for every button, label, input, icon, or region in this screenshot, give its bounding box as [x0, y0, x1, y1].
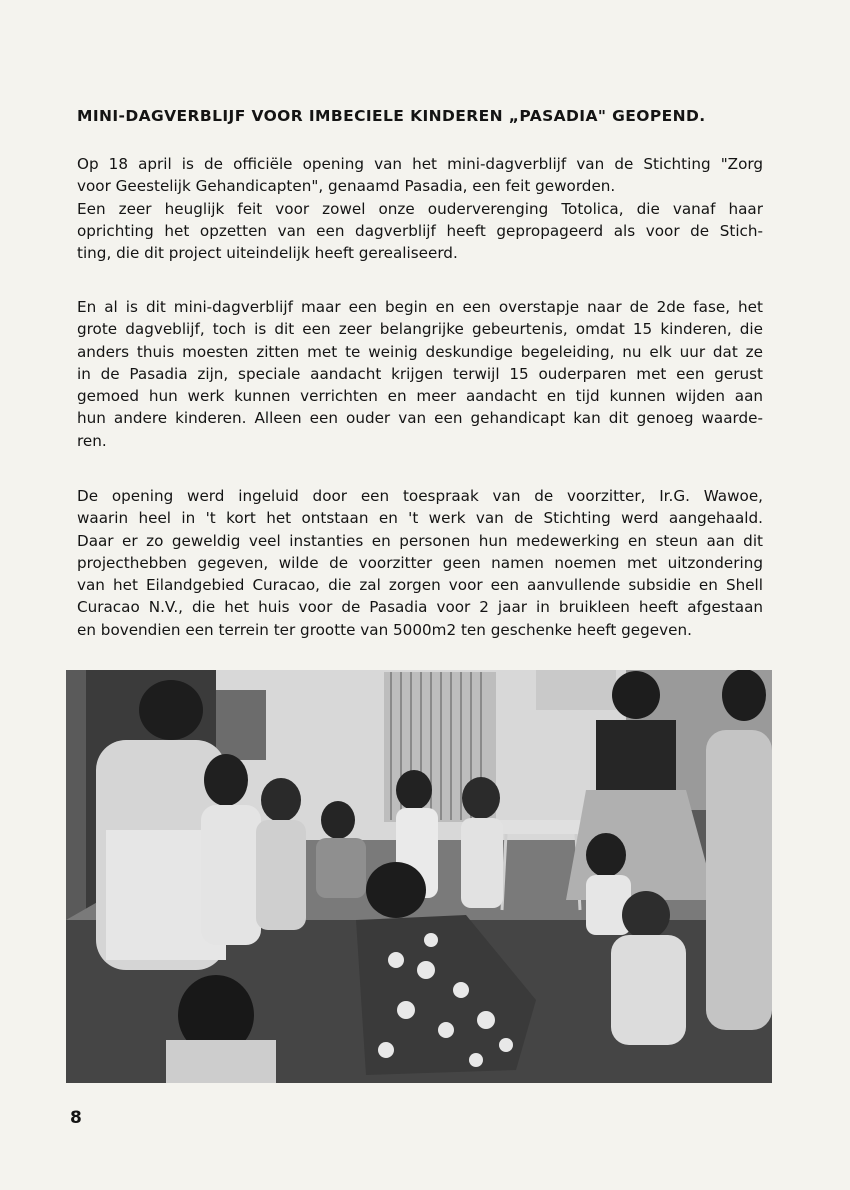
text-line: van het Eilandgebied Curacao, die zal zorgen voor een aanvullende subsidie en Shell [77, 576, 763, 595]
text-line: Op 18 april is de officiële opening van het mini-dagverblijf van de Stichting "Zorg [77, 155, 763, 173]
paragraph-opening [77, 153, 763, 264]
text-line: Een zeer heuglijk feit voor zowel onze ouderverenging Totolica, die vanaf haar [77, 199, 763, 218]
article-title: MINI-DAGVERBLIJF VOOR IMBECIELE KINDEREN „PASADIA" GEOPEND. [77, 107, 706, 125]
paragraph-significance [77, 296, 763, 452]
text-line: gemoed hun werk kunnen verrichten en meer aandacht en tijd kunnen wijden aan [77, 387, 763, 406]
text-line: projecthebben gegeven, wilde de voorzitter geen namen noemen met uitzondering [77, 553, 763, 572]
page-number: 8 [70, 1108, 82, 1128]
text-line: ren. [77, 431, 107, 450]
group-photo [66, 670, 772, 1083]
text-line: en bovendien een terrein ter grootte van 5000m2 ten geschenke heeft gegeven. [77, 620, 692, 639]
text-line: Curacao N.V., die het huis voor de Pasadia voor 2 jaar in bruikleen heeft afgestaan [77, 598, 763, 617]
text-line: voor Geestelijk Gehandicapten", genaamd Pasadia, een feit geworden. [77, 177, 616, 196]
text-line: in de Pasadia zijn, speciale aandacht krijgen terwijl 15 ouderparen met een gerust [77, 364, 763, 383]
text-line: En al is dit mini-dagverblijf maar een begin en een overstapje naar de 2de fase, het [77, 298, 763, 316]
text-line: De opening werd ingeluid door een toespraak van de voorzitter, Ir.G. Wawoe, [77, 487, 763, 505]
text-line: anders thuis moesten zitten met te weinig deskundige begeleiding, nu elk uur dat ze [77, 342, 763, 361]
text-line: ting, die dit project uiteindelijk heeft gerealiseerd. [77, 244, 458, 263]
text-line: grote dagveblijf, toch is dit een zeer belangrijke gebeurtenis, omdat 15 kinderen, die [77, 320, 763, 339]
paragraph-ceremony [77, 485, 763, 641]
text-line: oprichting het opzetten van een dagverblijf heeft gepropageerd als voor de Stich- [77, 221, 763, 240]
text-line: Daar er zo geweldig veel instanties en personen hun medewerking en steun aan dit [77, 531, 763, 550]
text-line: waarin heel in 't kort het ontstaan en 't werk van de Stichting werd aangehaald. [77, 509, 763, 528]
text-line: hun andere kinderen. Alleen een ouder van een gehandicapt kan dit genoeg waarde- [77, 409, 763, 428]
